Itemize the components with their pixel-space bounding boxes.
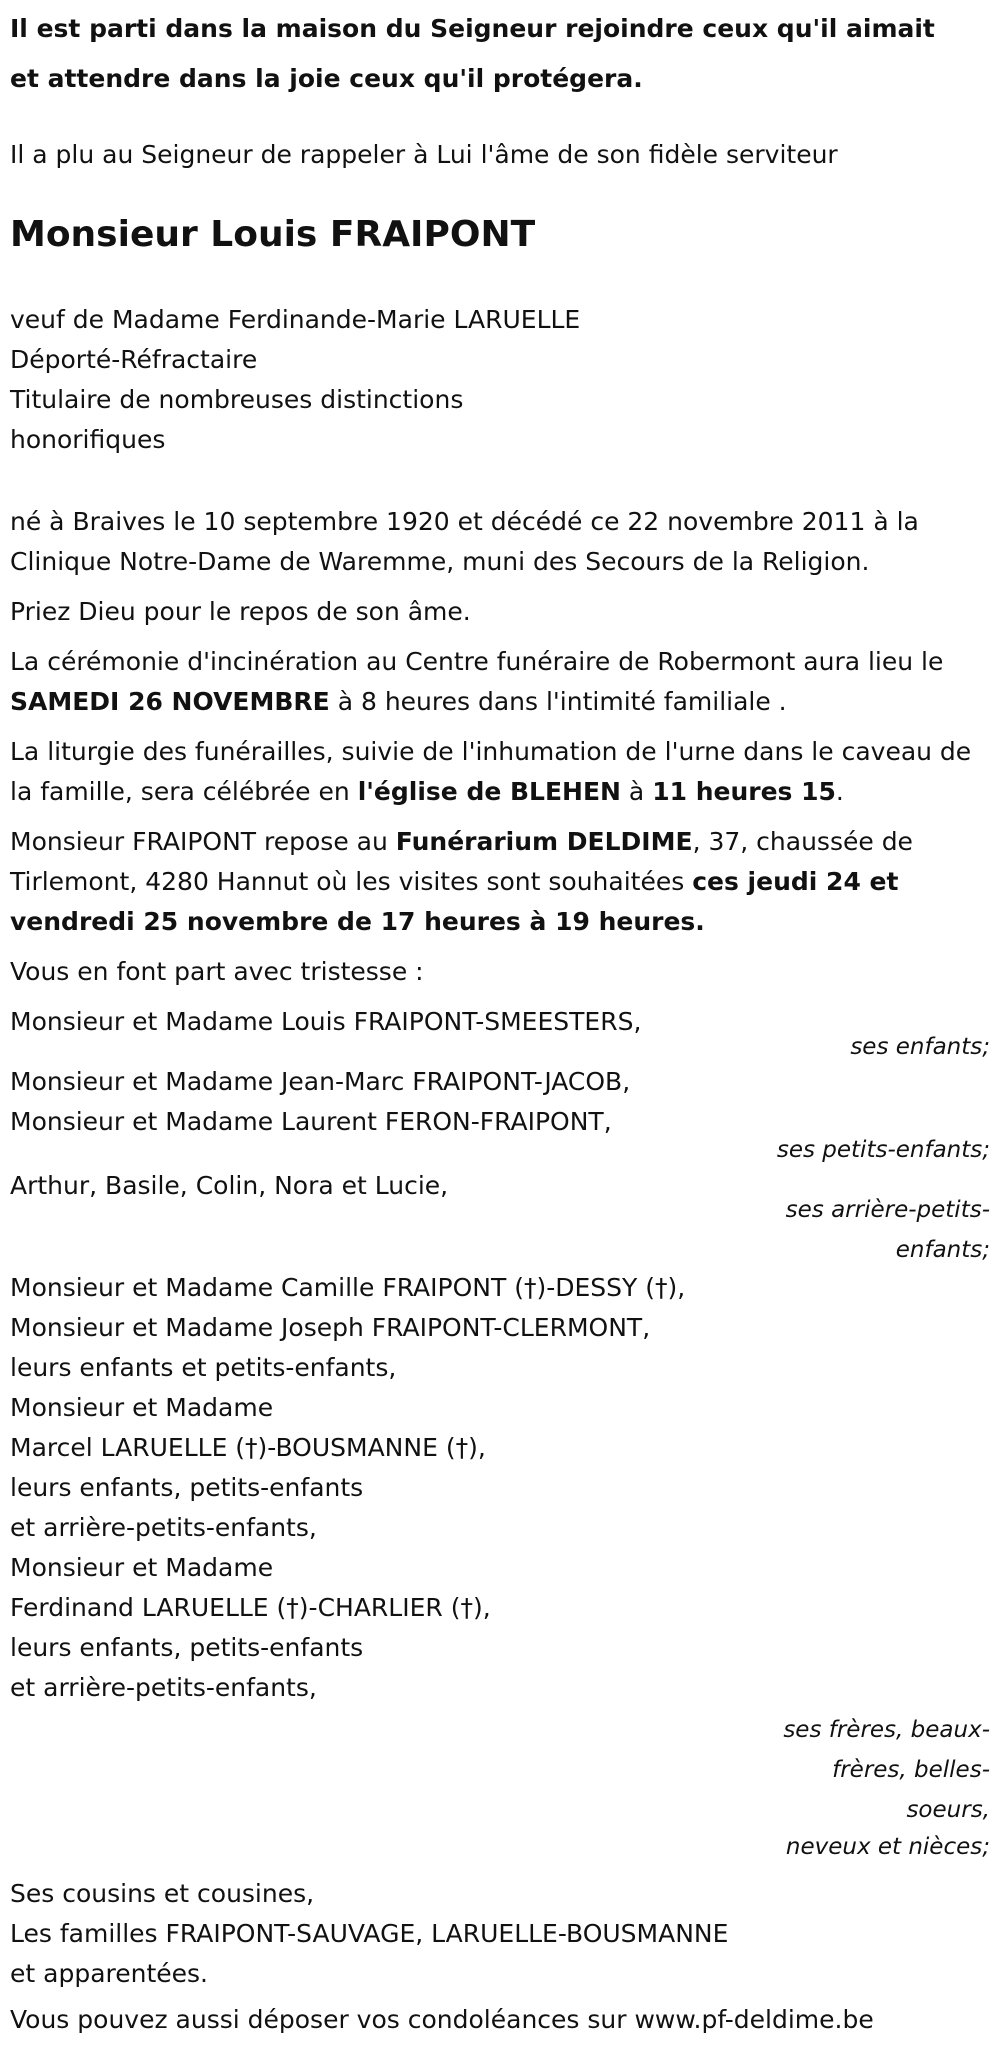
family-name: Monsieur et Madame Laurent FERON-FRAIPONT, (10, 1107, 612, 1136)
visitation-dates: ces jeudi 24 et vendredi 25 novembre de 17 heures à 19 heures. (10, 867, 899, 936)
title-line: veuf de Madame Ferdinande-Marie LARUELLE (10, 305, 581, 334)
header-line: Il est parti dans la maison du Seigneur rejoindre ceux qu'il aimait (10, 14, 935, 43)
liturgy-text-end: . (835, 777, 844, 806)
header-line: et attendre dans la joie ceux qu'il protégera. (10, 64, 643, 93)
family-name: Arthur, Basile, Colin, Nora et Lucie, (10, 1171, 449, 1200)
family-name: Ferdinand LARUELLE (†)-CHARLIER (†), (10, 1593, 491, 1622)
visitation-text: Monsieur FRAIPONT repose au (10, 827, 396, 856)
family-relation: ses frères, beaux-frères, belles-soeurs, (783, 1717, 990, 1823)
title-line: Déporté-Réfractaire (10, 345, 258, 374)
family-relation: ses arrière-petits-enfants; (785, 1197, 990, 1263)
family-name: Monsieur et Madame Louis FRAIPONT-SMEESTERS, (10, 1007, 642, 1036)
liturgy-text: La liturgie des funérailles, suivie de l'inhumation de l'urne dans le caveau de la famille, sera célébrée en (10, 737, 972, 806)
family-name: et arrière-petits-enfants, (10, 1673, 317, 1702)
title-line: Titulaire de nombreuses distinctions (10, 385, 464, 414)
announce-text: Vous en font part avec tristesse : (10, 957, 424, 986)
closing-line: Ses cousins et cousines, (10, 1879, 315, 1908)
liturgy-time: 11 heures 15 (652, 777, 836, 806)
cremation-date: SAMEDI 26 NOVEMBRE (10, 687, 330, 716)
family-name: leurs enfants et petits-enfants, (10, 1353, 397, 1382)
family-relation-continued: neveux et nièces; (785, 1834, 990, 1860)
family-name: leurs enfants, petits-enfants (10, 1473, 364, 1502)
visitation-place: Funérarium DELDIME (395, 827, 693, 856)
header-verse (10, 4, 990, 104)
family-name: Monsieur et Madame Joseph FRAIPONT-CLERMONT, (10, 1313, 651, 1342)
condolences-text: Vous pouvez aussi déposer vos condoléances sur www.pf-deldime.be (10, 2005, 874, 2034)
closing-line: Les familles FRAIPONT-SAUVAGE, LARUELLE-BOUSMANNE (10, 1919, 729, 1948)
cremation-info (10, 642, 990, 722)
deceased-name: Monsieur Louis FRAIPONT (10, 214, 536, 255)
closing-line: et apparentées. (10, 1959, 208, 1988)
cremation-text-end: à 8 heures dans l'intimité familiale . (329, 687, 787, 716)
family-name: Monsieur et Madame Camille FRAIPONT (†)-DESSY (†), (10, 1273, 686, 1302)
cremation-text: La cérémonie d'incinération au Centre funéraire de Robermont aura lieu le (10, 647, 944, 676)
family-relation: ses petits-enfants; (776, 1137, 990, 1163)
family-relation: ses enfants; (850, 1034, 990, 1060)
titles (10, 300, 990, 460)
family-name: Marcel LARUELLE (†)-BOUSMANNE (†), (10, 1433, 486, 1462)
family-name: Monsieur et Madame Jean-Marc FRAIPONT-JACOB, (10, 1067, 631, 1096)
visitation-text-mid: , 37, chaussée de Tirlemont, 4280 Hannut où les visites sont souhaitées (10, 827, 913, 896)
liturgy-church: l'église de BLEHEN (357, 777, 621, 806)
family-group-siblings (10, 1268, 990, 1708)
birth-death: né à Braives le 10 septembre 1920 et décédé ce 22 novembre 2011 à la Clinique Notre-Dame de Waremme, muni des Secours de la Religion. (10, 507, 919, 576)
family-name: leurs enfants, petits-enfants (10, 1633, 364, 1662)
family-name: et arrière-petits-enfants, (10, 1513, 317, 1542)
family-name: Monsieur et Madame (10, 1553, 274, 1582)
intro-text: Il a plu au Seigneur de rappeler à Lui l'âme de son fidèle serviteur (10, 140, 838, 169)
liturgy-text-mid: à (620, 777, 653, 806)
prayer: Priez Dieu pour le repos de son âme. (10, 597, 471, 626)
visitation-info (10, 822, 990, 942)
liturgy-info (10, 732, 990, 812)
title-line: honorifiques (10, 425, 166, 454)
family-name: Monsieur et Madame (10, 1393, 274, 1422)
closing-lines (10, 1874, 990, 1994)
